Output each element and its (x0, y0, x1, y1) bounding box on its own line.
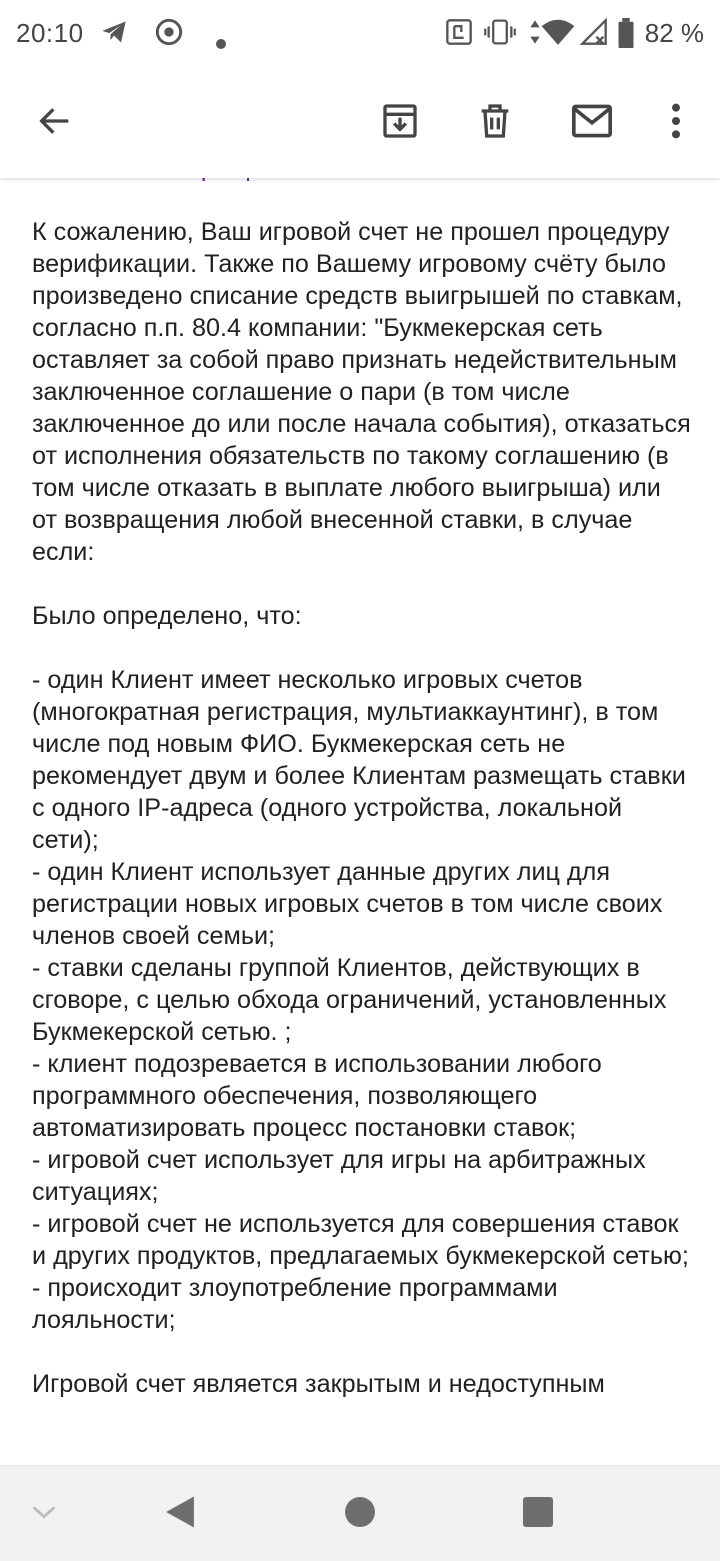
vibrate-icon (483, 18, 517, 53)
message-paragraph: Было определено, что: (32, 602, 302, 630)
nav-home-icon (344, 1496, 376, 1533)
status-bar (0, 0, 720, 68)
message-paragraph: Игровой счет является закрытым и недоступным (32, 1370, 605, 1398)
battery-icon (617, 18, 635, 55)
back-button[interactable] (25, 93, 85, 153)
message-list: - один Клиент имеет несколько игровых счетов (многократная регистрация, мультиаккаунтинг), в том числе под новым ФИО. Букмекерская сеть не рекомендует двум и более Клиентам размещать ставки с одного IP-адреса (одного устройства, локальной сети); - один Клиент использует данные других лиц для регистрации новых игровых счетов в том числе своих членов своей семьи; - ставки сделаны группой Клиентов, действующих в сговоре, с целью обхода ограничений, установленных Букмекерской сетью. ; - клиент подозревается в использовании любого программного обеспечения, позволяющего автоматизировать процесс постановки ставок; - игровой счет использует для игры на арбитражных ситуациях; - игровой счет не используется для совершения ставок и других продуктов, предлагаемых букмекерской сетью; - происходит злоупотребление программами лояльности; (32, 666, 689, 1334)
mail-icon (570, 101, 614, 146)
archive-icon (380, 101, 420, 146)
wifi-icon (540, 18, 576, 53)
system-nav-bar (0, 1465, 720, 1561)
message-body[interactable] (0, 178, 720, 1465)
message-text (32, 152, 698, 1400)
signal-icon (580, 18, 608, 53)
delete-button[interactable] (465, 93, 525, 153)
nav-home-button[interactable] (332, 1486, 388, 1542)
mark-unread-button[interactable] (562, 93, 622, 153)
nav-recents-icon (523, 1497, 553, 1532)
message-paragraph: К сожалению, Ваш игровой счет не прошел процедуру верификации. Также по Вашему игровому счёту было произведено списание средств выигрышей по ставкам, согласно п.п. 80.4 компании: "Букмекерская сеть оставляет за собой право признать недействительным заключенное соглашение о пари (в том числе заключенное до или после начала события), отказаться от исполнения обязательств по такому соглашению (в том числе отказать в выплате любого выигрыша) или от возвращения любой внесенной ставки, в случае если: (32, 218, 698, 566)
dot-icon (215, 26, 227, 57)
archive-button[interactable] (370, 93, 430, 153)
more-vert-icon (670, 101, 682, 146)
chevron-down-icon (30, 1502, 58, 1527)
status-time: 20:10 (16, 18, 84, 48)
nav-back-icon (164, 1495, 196, 1534)
telegram-icon (100, 18, 128, 53)
battery-percent: 82 % (644, 18, 704, 48)
more-options-button[interactable] (646, 93, 706, 153)
chrome-icon (155, 18, 183, 53)
nfc-icon (445, 18, 473, 53)
back-arrow-icon (35, 101, 75, 146)
message-toolbar (0, 68, 720, 178)
delete-icon (475, 101, 515, 146)
nav-recents-button[interactable] (510, 1486, 566, 1542)
nav-back-button[interactable] (152, 1486, 208, 1542)
hide-keyboard-button[interactable] (16, 1486, 72, 1542)
